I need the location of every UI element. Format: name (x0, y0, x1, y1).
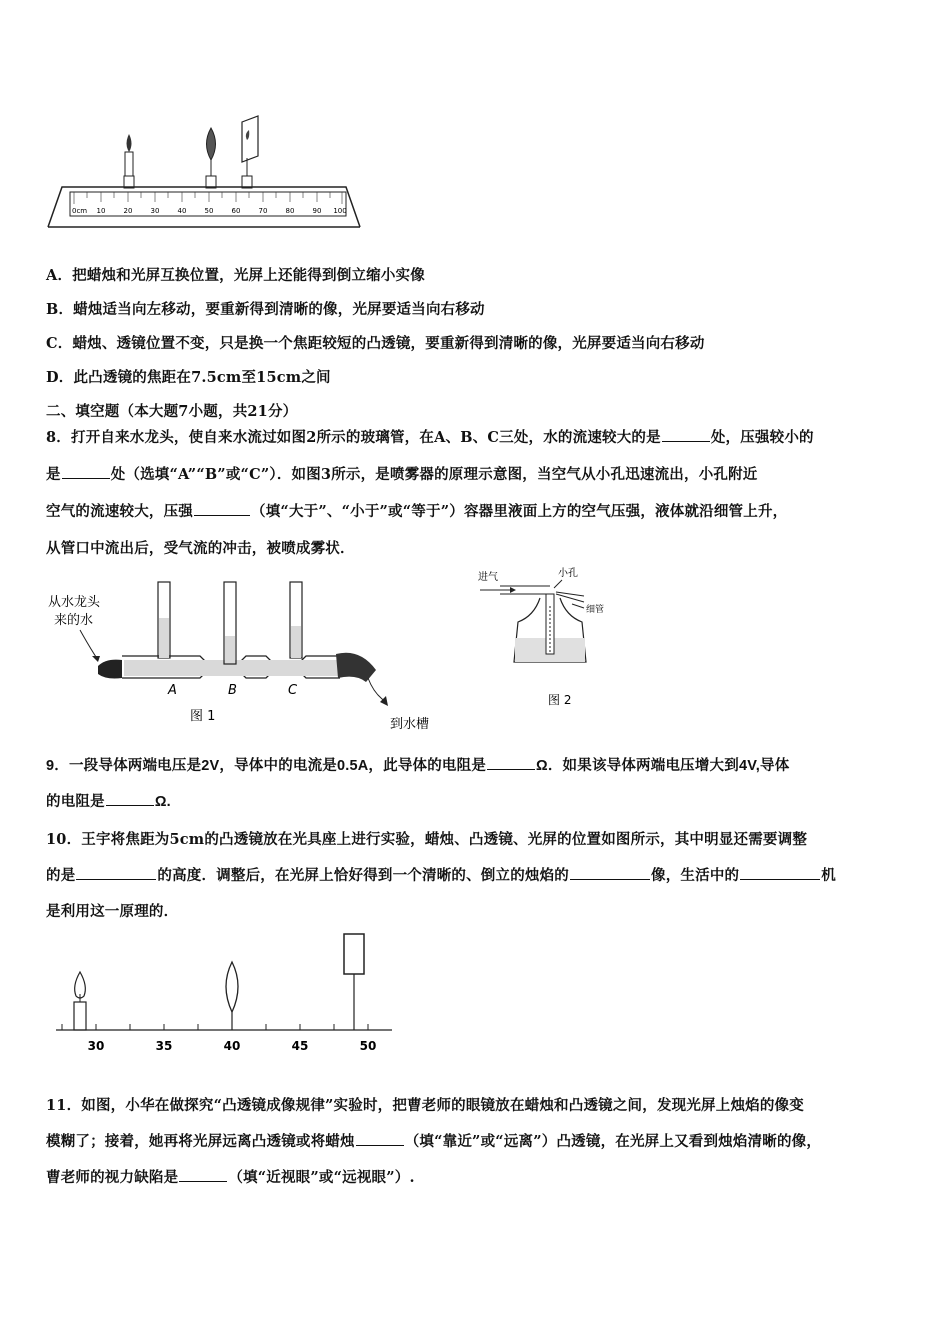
q11-text: （填“近视眼”或“远视眼”）. (228, 1169, 415, 1186)
ruler-tick-label: 50 (204, 207, 214, 215)
candle-lens-screen-figure (52, 930, 398, 1060)
ruler-tick-label: 90 (312, 207, 322, 215)
screen-icon (242, 116, 258, 188)
q9-text: Ω．如果该导体两端电压增大到4V,导体 (536, 758, 790, 774)
ruler-tick-label: 10 (96, 207, 106, 215)
q10-line-3: 是利用这一原理的． (46, 903, 179, 920)
bench-tick-label: 35 (155, 1039, 173, 1053)
option-d: D．此凸透镜的焦距在7.5cm至15cm之间 (46, 369, 331, 386)
q10-text: 像，生活中的 (651, 867, 740, 884)
sprayer-figure (474, 566, 634, 716)
q9-text: 9．一段导体两端电压是2V，导体中的电流是0.5A，此导体的电阻是 (46, 758, 487, 774)
answer-blank[interactable] (740, 865, 820, 880)
ruler-tick-label: 40 (177, 207, 187, 215)
bench-tick-label: 30 (87, 1039, 105, 1053)
fig2-tube: 细管 (586, 605, 605, 615)
q10-line-1: 10．王宇将焦距为5cm的凸透镜放在光具座上进行实验，蜡烛、凸透镜、光屏的位置如图所示，其中明显还需要调整 (46, 831, 808, 848)
option-a: A．把蜡烛和光屏互换位置，光屏上还能得到倒立缩小实像 (46, 267, 425, 284)
answer-blank[interactable] (570, 865, 650, 880)
glass-tube-figure (40, 578, 460, 738)
answer-blank[interactable] (76, 865, 156, 880)
q8-text: 是 (46, 466, 61, 483)
fig1-outlet: 到水槽 (390, 717, 430, 732)
q8-line-2 (46, 463, 758, 484)
answer-blank[interactable] (106, 791, 154, 806)
screen-icon (344, 934, 364, 1030)
section-title: 二、填空题（本大题7小题，共21分） (46, 403, 298, 420)
q8-line-3 (46, 500, 787, 521)
q8-line-4: 从管口中流出后，受气流的冲击，被喷成雾状． (46, 540, 355, 557)
q8-text: 处，压强较小的 (710, 429, 814, 446)
ruler-tick-label: 60 (231, 207, 241, 215)
fig1-source-line1: 从水龙头 (48, 595, 101, 610)
ruler-tick-label: 20 (123, 207, 133, 215)
optical-bench-figure (44, 112, 364, 232)
candle-icon (74, 972, 86, 1030)
bench-ticks (62, 1024, 368, 1030)
answer-blank[interactable] (62, 464, 110, 479)
q10-text: 机 (821, 867, 836, 884)
ruler-unit: 0cm (72, 207, 88, 215)
ruler-tick-label: 100 (333, 207, 347, 215)
lens-icon (226, 962, 238, 1030)
answer-blank[interactable] (662, 427, 710, 442)
fig1-label-a: A (168, 683, 177, 698)
bench-tick-label: 50 (359, 1039, 377, 1053)
q9-line-2 (46, 790, 171, 811)
ruler-ticks (74, 192, 342, 204)
answer-blank[interactable] (194, 501, 250, 516)
q9-line-1 (46, 754, 789, 775)
answer-blank[interactable] (179, 1167, 227, 1182)
q10-text: 的高度．调整后，在光屏上恰好得到一个清晰的、倒立的烛焰的 (157, 867, 570, 884)
q11-line-3 (46, 1166, 415, 1187)
q11-text: 曹老师的视力缺陷是 (46, 1169, 179, 1186)
fig2-caption: 图 2 (548, 693, 572, 707)
q11-line-2 (46, 1130, 821, 1151)
q10-line-2 (46, 864, 836, 885)
candle-icon (124, 134, 134, 188)
q11-line-1: 11．如图，小华在做探究“凸透镜成像规律”实验时，把曹老师的眼镜放在蜡烛和凸透镜之间，发现光屏上烛焰的像变 (46, 1097, 804, 1114)
q8-text: 空气的流速较大，压强 (46, 503, 193, 520)
bench-tick-label: 45 (291, 1039, 309, 1053)
ruler-tick-label: 30 (150, 207, 160, 215)
q11-text: 模糊了；接着，她再将光屏远离凸透镜或将蜡烛 (46, 1133, 355, 1150)
fig1-caption: 图 1 (190, 709, 216, 724)
q9-text: Ω. (154, 794, 171, 810)
answer-blank[interactable] (487, 755, 535, 770)
q8-line-1 (46, 426, 814, 447)
fig2-inlet: 进气 (478, 572, 498, 583)
q8-text: 处（选填“A”“B”或“C”）．如图3所示，是喷雾器的原理示意图，当空气从小孔迅速流出，小孔附近 (110, 466, 758, 483)
ruler-tick-label: 70 (258, 207, 268, 215)
fig1-label-c: C (288, 683, 298, 698)
q11-text: （填“靠近”或“远离”）凸透镜，在光屏上又看到烛焰清晰的像， (404, 1133, 822, 1150)
option-c: C．蜡烛、透镜位置不变，只是换一个焦距较短的凸透镜，要重新得到清晰的像，光屏要适当向右移动 (46, 335, 705, 352)
bench-tick-label: 40 (223, 1039, 241, 1053)
fig1-label-b: B (228, 683, 237, 698)
answer-blank[interactable] (356, 1131, 404, 1146)
lens-icon (206, 128, 216, 188)
q10-text: 的是 (46, 867, 76, 884)
q8-text: （填“大于”、“小于”或“等于”）容器里液面上方的空气压强，液体就沿细管上升， (251, 503, 788, 520)
ruler-tick-label: 80 (285, 207, 295, 215)
option-b: B．蜡烛适当向左移动，要重新得到清晰的像，光屏要适当向右移动 (46, 301, 485, 318)
fig2-hole: 小孔 (558, 568, 578, 579)
q8-text: 8．打开自来水龙头，使自来水流过如图2所示的玻璃管，在A、B、C三处，水的流速较大的是 (46, 429, 661, 446)
fig1-source-line2: 来的水 (54, 613, 94, 628)
q9-text: 的电阻是 (46, 794, 105, 810)
